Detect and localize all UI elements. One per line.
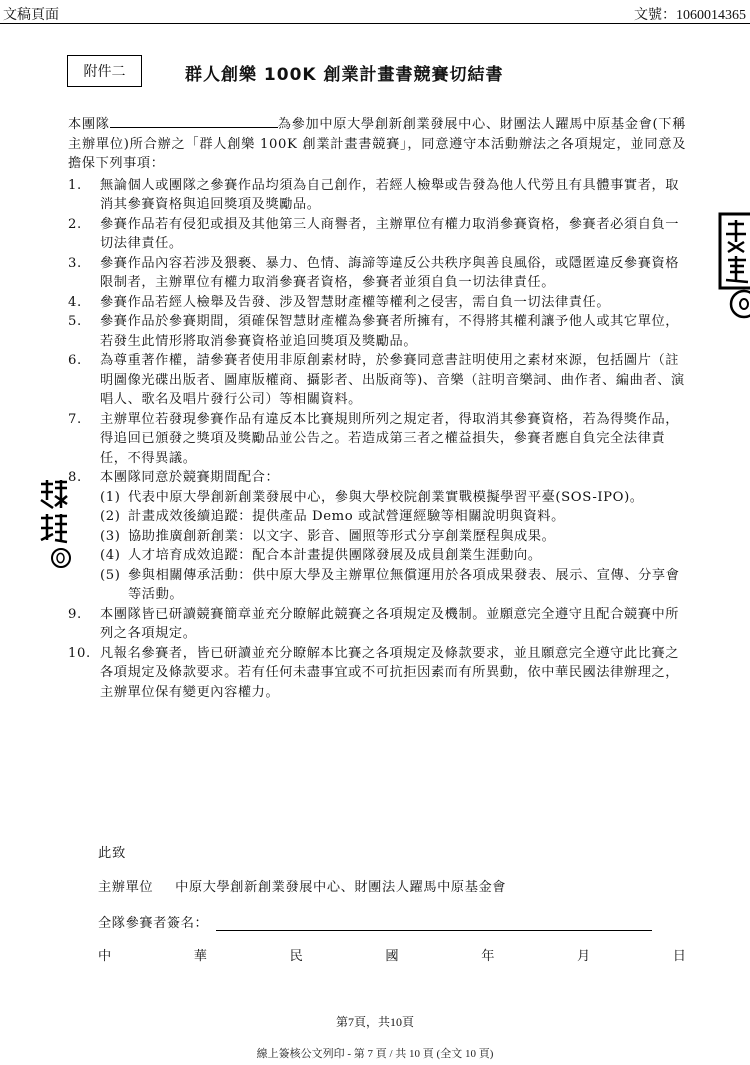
item-number: 3. xyxy=(68,255,82,271)
seal-stamp-left-graphic xyxy=(37,478,71,568)
item-number: 5. xyxy=(68,314,82,329)
list-item xyxy=(68,351,686,410)
header-doc-number: 文號：1060014365 xyxy=(634,8,746,23)
date-char: 國 xyxy=(385,949,399,964)
item-number: 2. xyxy=(68,216,82,232)
item-text: 無論個人或團隊之參賽作品均須為自己創作，若經人檢舉或告發為他人代勞且有具體事實者，取消其參賽資格與追回獎項及獎勵品。 xyxy=(100,177,680,212)
item-number: 1. xyxy=(68,177,82,193)
date-char: 華 xyxy=(193,949,207,964)
signature-label: 全隊參賽者簽名： xyxy=(98,916,209,931)
list-item xyxy=(68,312,686,351)
signature-row xyxy=(98,912,652,931)
item-text: 參賽作品內容若涉及猥褻、暴力、色情、誨諦等違反公共秩序與善良風俗，或隱匿違反參賽資格限制者，主辦單位有權力取消參賽者資格，參賽者並須自負一切法律責任。 xyxy=(100,255,680,290)
sub-item-text: 代表中原大學創新創業發展中心，參與大學校院創業實戰模擬學習平臺(SOS-IPO)。 xyxy=(128,489,644,505)
item-text: 為尊重著作權，請參賽者使用非原創素材時，於參賽同意書註明使用之素材來源，包括圖片（註明圖像光碟出版者、圖庫版權商、攝影者、出版商等)、音樂（註明音樂詞、曲作者、編曲者、演唱人、歌名及唱片發行公司）等相關資料。 xyxy=(100,353,685,407)
sub-item-number: (1) xyxy=(100,489,121,505)
list-item xyxy=(68,293,686,313)
item-number: 8. xyxy=(68,470,82,485)
sub-list-item xyxy=(100,507,686,527)
team-name-blank xyxy=(110,113,278,128)
header-divider xyxy=(0,23,750,24)
list-item xyxy=(68,644,686,703)
item-text: 參賽作品若經人檢舉及告發、涉及智慧財產權等權利之侵害，需自負一切法律責任。 xyxy=(100,294,611,310)
item-text: 參賽作品於參賽期間，須確保智慧財產權為參賽者所擁有，不得將其權利讓予他人或其它單位，若發生此情形將取消參賽資格並追回獎項及獎勵品。 xyxy=(100,314,680,349)
page-number: 第7頁，共10頁 xyxy=(335,1015,414,1029)
sub-item-number: (5) xyxy=(100,567,121,583)
item-number: 10. xyxy=(68,645,91,661)
seal-stamp-right-graphic xyxy=(718,212,750,320)
sub-list-item xyxy=(100,488,686,508)
list-item xyxy=(68,176,686,215)
item-text: 主辦單位若發現參賽作品有違反本比賽規則所列之規定者，得取消其參賽資格，若為得獎作品，得追回已頒發之獎項及獎勵品並公告之。若造成第三者之權益損失，參賽者應自負完全法律責任，不得異議。 xyxy=(100,411,680,466)
sub-item-number: (3) xyxy=(100,528,121,544)
item-text: 本團隊同意於競賽期間配合： xyxy=(100,470,280,485)
intro-prefix: 本團隊 xyxy=(68,117,110,132)
date-char: 民 xyxy=(289,949,303,964)
list-item xyxy=(68,468,686,605)
signature-line[interactable] xyxy=(216,916,652,931)
organizer-label: 主辦單位 xyxy=(98,880,154,895)
seal-stamp-right xyxy=(718,212,750,320)
date-char: 中 xyxy=(98,949,112,964)
terms-list xyxy=(68,176,686,703)
intro-suffix: 為參加中原大學創新創業發展中心、財團法人躍馬中原基金會(下稱主辦單位)所合辦之「群人創樂 100K 創業計畫書競賽」，同意遵守本活動辦法之各項規定，並同意及擔保下列事項： xyxy=(68,117,686,171)
sub-item-number: (4) xyxy=(100,548,121,563)
seal-stamp-left xyxy=(37,478,71,568)
sub-item-text: 參與相關傳承活動：供中原大學及主辦單位無償運用於各項成果發表、展示、宣傳、分享會等活動。 xyxy=(128,567,680,602)
sub-item-text: 人才培育成效追蹤：配合本計畫提供團隊發展及成員創業生涯動向。 xyxy=(128,548,542,563)
item-number: 4. xyxy=(68,294,82,310)
list-item xyxy=(68,254,686,293)
intro-paragraph xyxy=(68,113,686,174)
item-text: 凡報名參賽者，皆已研讀並充分瞭解本比賽之各項規定及條款要求，並且願意完全遵守此比賽之各項規定及條款要求。若有任何未盡事宜或不可抗拒因素而有所異動，依中華民國法律辦理之，主辦單位保有變更內容權力。 xyxy=(100,645,680,700)
date-char: 年 xyxy=(481,949,495,964)
date-char: 日 xyxy=(672,949,686,964)
print-footer: 線上簽核公文列印 - 第 7 頁 / 共 10 頁 (全文 10 頁) xyxy=(256,1048,494,1060)
item-text: 參賽作品若有侵犯或損及其他第三人商譽者，主辦單位有權力取消參賽資格，參賽者必須自負一切法律責任。 xyxy=(100,216,680,251)
document-body xyxy=(68,113,686,702)
item-number: 9. xyxy=(68,606,82,622)
organizer-row xyxy=(98,876,506,895)
item-text: 本團隊皆已研讀競賽簡章並充分瞭解此競賽之各項規定及機制。並願意完全遵守且配合競賽中所列之各項規定。 xyxy=(100,606,680,641)
date-char: 月 xyxy=(576,949,591,964)
annex-label: 附件二 xyxy=(67,55,142,87)
closing-salutation: 此致 xyxy=(98,846,127,861)
item-number: 7. xyxy=(68,411,82,427)
sub-item-text: 協助推廣創新創業：以文字、影音、圖照等形式分享創業歷程與成果。 xyxy=(128,528,556,544)
list-item xyxy=(68,215,686,254)
sub-list-item xyxy=(100,566,686,605)
sub-list-item xyxy=(100,546,686,566)
header-doc-type: 文稿頁面 xyxy=(3,8,59,23)
date-row xyxy=(98,945,686,964)
list-item xyxy=(68,410,686,469)
list-item xyxy=(68,605,686,644)
page-title: 群人創樂 100K 創業計畫書競賽切結書 xyxy=(185,65,504,85)
sub-item-number: (2) xyxy=(100,509,121,524)
sub-item-text: 計畫成效後續追蹤：提供產品 Demo 或試營運經驗等相關說明與資料。 xyxy=(128,509,565,524)
sub-list-item xyxy=(100,527,686,547)
item-number: 6. xyxy=(68,353,82,368)
organizer-name: 中原大學創新創業發展中心、財團法人躍馬中原基金會 xyxy=(175,880,507,895)
cooperation-sublist xyxy=(100,488,686,605)
